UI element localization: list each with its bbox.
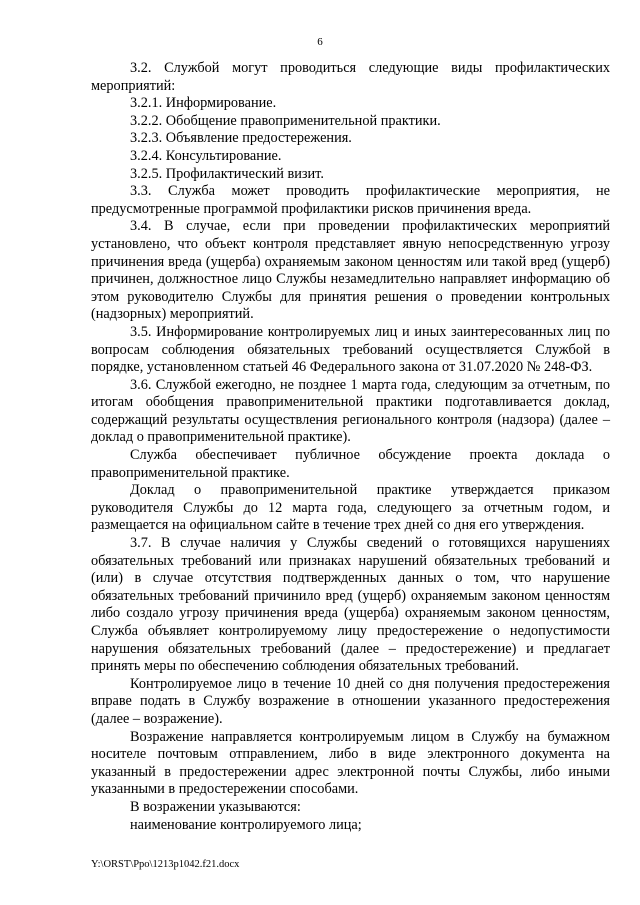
paragraph: 3.2.4. Консультирование.: [130, 147, 282, 164]
paragraph: 3.7. В случае наличия у Службы сведений о готовящихся нарушениях обязательных требований или признаках нарушений обязательных требований и (или) в случае отсутствия подтвержденных данных о том, что нарушение обязательных требований причинило вред (ущерб) охраняемым законом ценностям либо создало угрозу причинения вреда (ущерба) охраняемым законом ценностям, Служба объявляет контролируемому лицу предостережение о недопустимости нарушения обязательных требований (далее – предостережение) и предлагает принять меры по обеспечению соблюдения обязательных требований.: [91, 535, 610, 675]
paragraph: В возражении указываются:: [130, 798, 301, 815]
paragraph: Возражение направляется контролируемым лицом в Службу на бумажном носителе почтовым отправлением, либо в виде электронного документа на указанный в предостережении адрес электронной почты Службы, либо иными указанными в предостережении способами.: [91, 728, 610, 798]
paragraph: Контролируемое лицо в течение 10 дней со дня получения предостережения вправе подать в Службу возражение в отношении указанного предостережения (далее – возражение).: [91, 675, 610, 727]
footer-file-path: Y:\ORST\Ppo\1213p1042.f21.docx: [91, 859, 240, 870]
paragraph: 3.2.1. Информирование.: [130, 95, 277, 112]
paragraph: Доклад о правоприменительной практике утверждается приказом руководителя Службы до 12 марта года, следующего за отчетным годом, и размещается на официальном сайте в течение трех дней со дня его утверждения.: [91, 482, 610, 534]
paragraph: 3.5. Информирование контролируемых лиц и иных заинтересованных лиц по вопросам соблюдения обязательных требований осуществляется Службой в порядке, установленном статьей 46 Федерального закона от 31.07.2020 № 248-ФЗ.: [91, 323, 610, 376]
paragraph: 3.6. Службой ежегодно, не позднее 1 марта года, следующим за отчетным, по итогам обобщения правоприменительной практики подготавливается доклад, содержащий результаты осуществления регионального контроля (надзора) (далее – доклад о правоприменительной практике).: [91, 376, 610, 446]
page-number: 6: [317, 36, 323, 48]
paragraph: 3.2.2. Обобщение правоприменительной практики.: [130, 112, 441, 129]
paragraph: 3.2.3. Объявление предостережения.: [130, 130, 352, 147]
paragraph: 3.2.5. Профилактический визит.: [130, 165, 324, 182]
paragraph: 3.3. Служба может проводить профилактические мероприятия, не предусмотренные программой профилактики рисков причинения вреда.: [91, 183, 610, 217]
paragraph: 3.2. Службой могут проводиться следующие виды профилактических мероприятий:: [91, 60, 610, 94]
document-body: [91, 60, 610, 834]
paragraph: 3.4. В случае, если при проведении профилактических мероприятий установлено, что объект контроля представляет явную непосредственную угрозу причинения вреда (ущерба) охраняемым законом ценностям или такой вред (ущерб) причинен, должностное лицо Службы незамедлительно направляет информацию об этом руководителю Службы для принятия решения о проведении контрольных (надзорных) мероприятий.: [91, 218, 610, 323]
paragraph: Служба обеспечивает публичное обсуждение проекта доклада о правоприменительной практике.: [91, 447, 610, 481]
paragraph: наименование контролируемого лица;: [130, 816, 362, 833]
